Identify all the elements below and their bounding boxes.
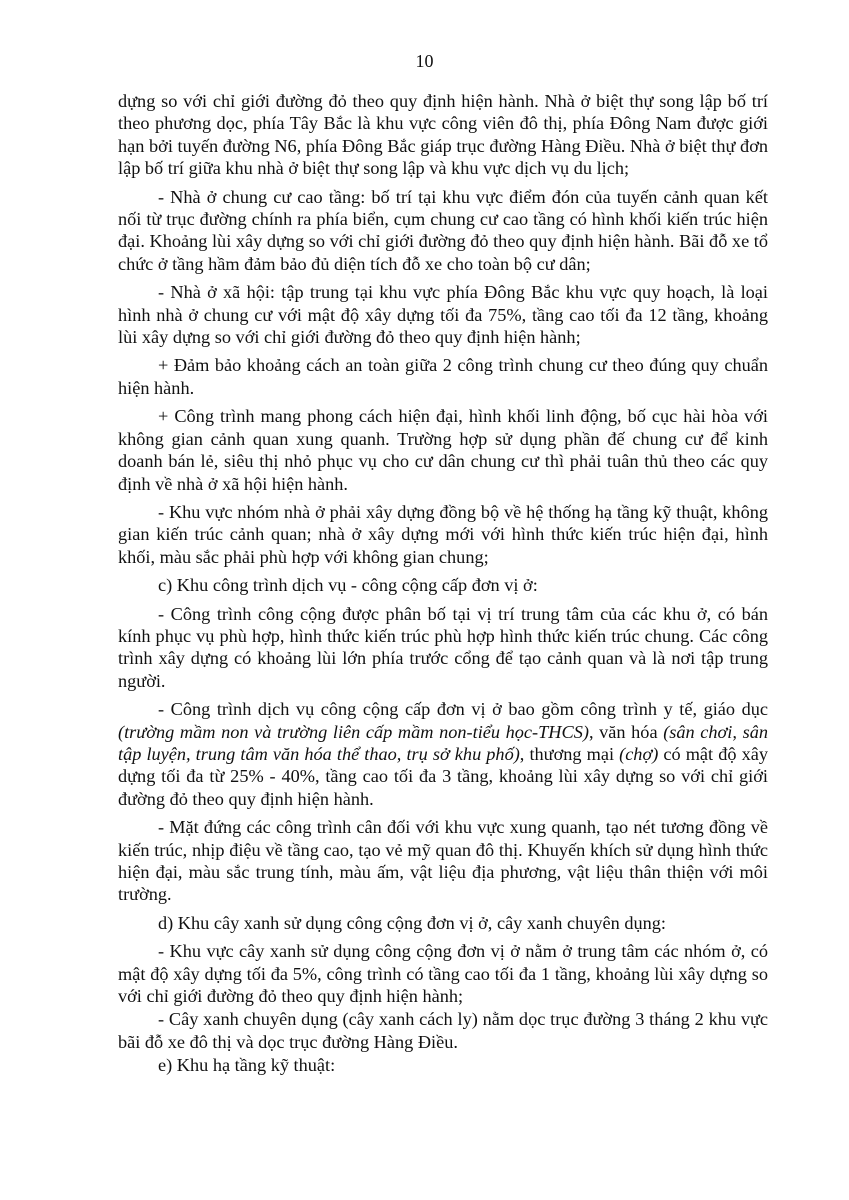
paragraph-social-housing: - Nhà ở xã hội: tập trung tại khu vực phía Đông Bắc khu vực quy hoạch, là loại hình nhà ở chung cư với mật độ xây dựng tối đa 75%, tầng cao tối đa 12 tầng, khoảng lùi xây dựng so với chỉ giới đường đỏ theo quy định hiện hành;: [118, 282, 768, 348]
paragraph-safety-distance: + Đảm bảo khoảng cách an toàn giữa 2 công trình chung cư theo đúng quy chuẩn hiện hành.: [118, 355, 768, 398]
paragraph-villa-layout: dựng so với chỉ giới đường đỏ theo quy định hiện hành. Nhà ở biệt thự song lập bố trí theo phương dọc, phía Tây Bắc là khu vực công viên đô thị, phía Đông Nam được giới hạn bởi tuyến đường N6, phía Đông Bắc giáp trục đường Hàng Điều. Nhà ở biệt thự đơn lập bố trí giữa khu nhà ở biệt thự song lập và khu vực dịch vụ du lịch;: [118, 91, 768, 179]
heading-technical-infrastructure: e) Khu hạ tầng kỹ thuật:: [158, 1055, 336, 1076]
paragraph-specialized-green-space: - Cây xanh chuyên dụng (cây xanh cách ly) nằm dọc trục đường 3 tháng 2 khu vực bãi đỗ xe đô thị và dọc trục đường Hàng Điều.: [118, 1009, 768, 1052]
text-segment: , thương mại: [519, 743, 620, 764]
paragraph-housing-group-sync: - Khu vực nhóm nhà ở phải xây dựng đồng bộ về hệ thống hạ tầng kỹ thuật, không gian kiến trúc cảnh quan; nhà ở xây dựng mới với hình thức kiến trúc hiện đại, hình khối, màu sắc phải phù hợp với không gian chung;: [118, 501, 768, 567]
text-segment: - Công trình dịch vụ công cộng cấp đơn vị ở bao gồm công trình y tế, giáo dục: [158, 699, 768, 720]
document-body: [118, 90, 768, 1083]
italic-culture-detail: (sân chơi, sân tập luyện, trung tâm văn hóa thể thao, trụ sở khu phố): [118, 721, 768, 764]
paragraph-public-works-location: - Công trình công cộng được phân bố tại vị trí trung tâm của các khu ở, có bán kính phục vụ phù hợp, hình thức kiến trúc phù hợp hình thức kiến trúc chung. Các công trình xây dựng có khoảng lùi lớn phía trước cổng để tạo cảnh quan và là nơi tập trung người.: [118, 603, 768, 691]
heading-public-service-area: c) Khu công trình dịch vụ - công cộng cấp đơn vị ở:: [158, 575, 538, 596]
text-segment: có mật độ xây dựng tối đa từ 25% - 40%, tầng cao tối đa 3 tầng, khoảng lùi xây dựng so với chỉ giới đường đỏ theo quy định hiện hành.: [118, 743, 768, 809]
italic-education-detail: (trường mầm non và trường liên cấp mầm non-tiểu học-THCS): [118, 721, 589, 742]
text-segment: , văn hóa: [588, 721, 664, 742]
paragraph-public-green-space: - Khu vực cây xanh sử dụng công cộng đơn vị ở nằm ở trung tâm các nhóm ở, có mật độ xây dựng tối đa 5%, công trình có tầng cao tối đa 1 tầng, khoảng lùi xây dựng so với chỉ giới đường đỏ theo quy định hiện hành;: [118, 941, 768, 1007]
italic-commerce-detail: (chợ): [619, 743, 659, 764]
paragraph-public-service-works: [118, 698, 768, 810]
heading-green-space-area: d) Khu cây xanh sử dụng công cộng đơn vị ở, cây xanh chuyên dụng:: [158, 912, 667, 933]
paragraph-modern-style: + Công trình mang phong cách hiện đại, hình khối linh động, bố cục hài hòa với không gian cảnh quan xung quanh. Trường hợp sử dụng phần đế chung cư để kinh doanh bán lẻ, siêu thị nhỏ phục vụ cho cư dân chung cư thì phải tuân thủ theo các quy định về nhà ở xã hội hiện hành.: [118, 406, 768, 494]
page-number: 10: [415, 51, 434, 71]
paragraph-high-rise-apartments: - Nhà ở chung cư cao tầng: bố trí tại khu vực điểm đón của tuyến cảnh quan kết nối từ trục đường chính ra phía biển, cụm chung cư cao tầng có hình khối kiến trúc hiện đại. Khoảng lùi xây dựng so với chỉ giới đường đỏ theo quy định hiện hành. Bãi đỗ xe tổ chức ở tầng hầm đảm bảo đủ diện tích đỗ xe cho toàn bộ cư dân;: [118, 186, 768, 274]
paragraph-facade-design: - Mặt đứng các công trình cân đối với khu vực xung quanh, tạo nét tương đồng về kiến trúc, nhịp điệu về tầng cao, tạo vẻ mỹ quan đô thị. Khuyến khích sử dụng hình thức hiện đại, màu sắc trung tính, màu ấm, vật liệu địa phương, vật liệu thân thiện với môi trường.: [118, 817, 768, 905]
